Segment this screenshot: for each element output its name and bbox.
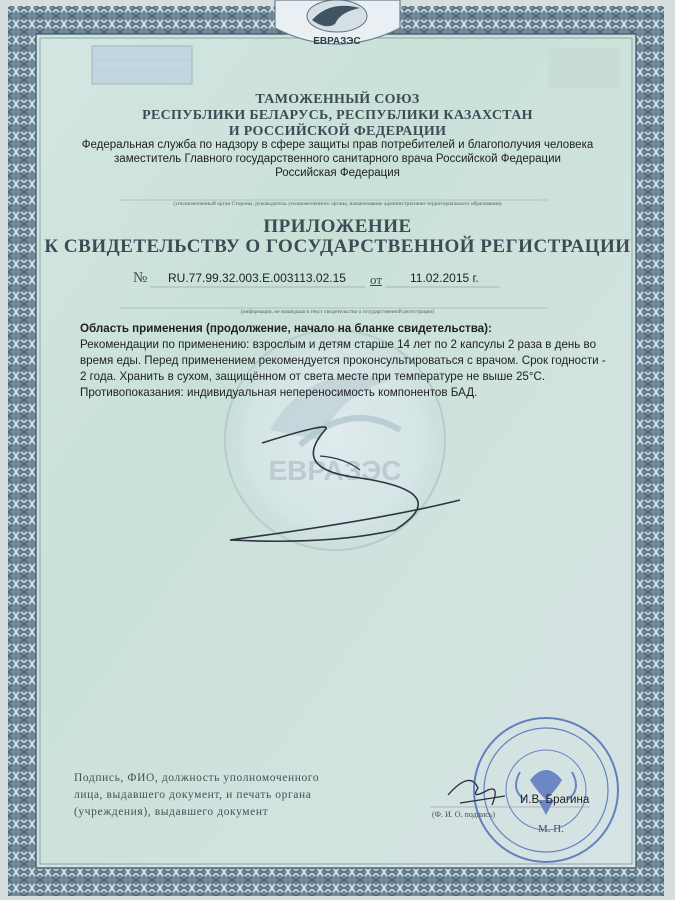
content-line-4: Противопоказания: индивидуальная непереносимость компонентов БАД. xyxy=(80,386,478,399)
signature-block-line-2: лица, выдавшего документ, и печать органа xyxy=(74,789,312,801)
registration-caption: (информация, не вошедшая в текст свидетельства о государственной регистрации) xyxy=(240,309,435,315)
emblem-text: ЕВРАЗЭС xyxy=(313,36,361,47)
signer-name: И.В. Брагина xyxy=(520,794,590,806)
document-title-line-2: К СВИДЕТЕЛЬСТВУ О ГОСУДАРСТВЕННОЙ РЕГИСТРАЦИИ xyxy=(44,236,631,257)
content-line-2: время еды. Перед применением рекомендуется проконсультироваться с врачом. Срок годности - xyxy=(80,354,606,367)
authority-line-2: заместитель Главного государственного санитарного врача Российской Федерации xyxy=(114,153,561,165)
signature-block-line-1: Подпись, ФИО, должность уполномоченного xyxy=(74,772,320,784)
content-line-3: 2 года. Хранить в сухом, защищённом от света месте при температуре не выше 25°C. xyxy=(80,370,546,383)
authority-line-3: Российская Федерация xyxy=(275,167,400,179)
document-title-line-1: ПРИЛОЖЕНИЕ xyxy=(263,216,412,237)
content-line-1: Рекомендации по применению: взрослым и детям старше 14 лет по 2 капсулы 2 раза в день во xyxy=(80,338,597,351)
fio-caption: (Ф. И. О. подпись) xyxy=(432,810,496,819)
watermark-text: ЕВРАЗЭС xyxy=(268,455,402,486)
registration-date: 11.02.2015 г. xyxy=(410,271,479,285)
header-line-2: РЕСПУБЛИКИ БЕЛАРУСЬ, РЕСПУБЛИКИ КАЗАХСТАН xyxy=(142,108,533,123)
signature-block-line-3: (учреждения), выдавшего документ xyxy=(74,806,269,818)
hologram-sticker xyxy=(92,46,192,84)
number-label: № xyxy=(133,270,148,286)
date-label: от xyxy=(370,272,383,287)
content-heading: Область применения (продолжение, начало на бланке свидетельства): xyxy=(80,322,492,335)
stamp-place-label: М. П. xyxy=(538,823,564,835)
header-line-1: ТАМОЖЕННЫЙ СОЮЗ xyxy=(255,92,420,107)
registration-number: RU.77.99.32.003.E.003113.02.15 xyxy=(168,271,346,285)
authority-caption: (уполномоченный орган Стороны, руководитель уполномоченного органа, наименование административно-территориального образования) xyxy=(173,201,502,207)
header-line-3: И РОССИЙСКОЙ ФЕДЕРАЦИИ xyxy=(228,124,447,139)
authority-line-1: Федеральная служба по надзору в сфере защиты прав потребителей и благополучия человека xyxy=(81,139,594,151)
